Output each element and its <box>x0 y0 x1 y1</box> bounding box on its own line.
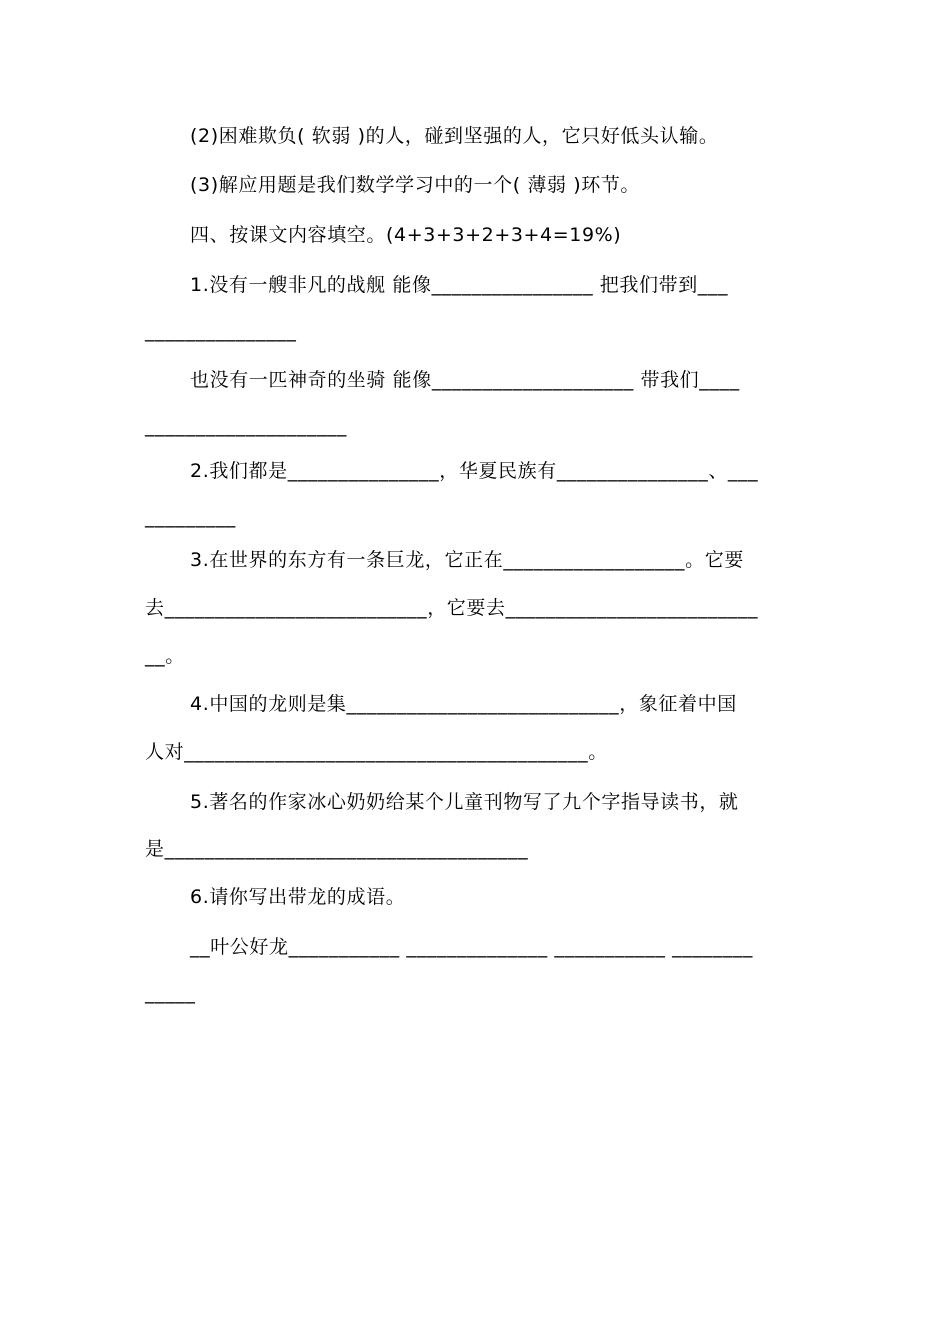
question-2-line-2: _________ <box>145 506 236 528</box>
question-3-line-1: 3.在世界的东方有一条巨龙，它正在__________________。它要 <box>190 549 744 571</box>
question-6-line-1: 6.请你写出带龙的成语。 <box>190 886 406 908</box>
question-6-line-2: __叶公好龙___________ ______________ ___________ ________ <box>190 936 753 958</box>
text-line-item-2: (2)困难欺负( 软弱 )的人，碰到坚强的人，它只好低头认输。 <box>190 125 719 147</box>
question-1-line-1: 1.没有一艘非凡的战舰 能像________________ 把我们带到___ <box>190 274 729 296</box>
section-heading-4: 四、按课文内容填空。(4+3+3+2+3+4=19%) <box>190 224 622 246</box>
question-5-line-1: 5.著名的作家冰心奶奶给某个儿童刊物写了九个字指导读书，就 <box>190 791 739 813</box>
question-4-line-1: 4.中国的龙则是集___________________________，象征着中国 <box>190 693 737 715</box>
question-1-line-4: ____________________ <box>145 415 347 437</box>
question-1-line-3: 也没有一匹神奇的坐骑 能像____________________ 带我们____ <box>190 369 740 391</box>
question-3-line-2: 去__________________________，它要去_________________________ <box>145 597 759 619</box>
text-line-item-3: (3)解应用题是我们数学学习中的一个( 薄弱 )环节。 <box>190 174 641 196</box>
question-3-line-3: __。 <box>145 645 185 667</box>
question-1-line-2: _______________ <box>145 320 297 342</box>
question-5-line-2: 是____________________________________ <box>145 838 529 860</box>
question-2-line-1: 2.我们都是_______________，华夏民族有_______________、___ <box>190 460 759 482</box>
question-6-line-3: _____ <box>145 982 196 1004</box>
question-4-line-2: 人对________________________________________。 <box>145 741 608 763</box>
